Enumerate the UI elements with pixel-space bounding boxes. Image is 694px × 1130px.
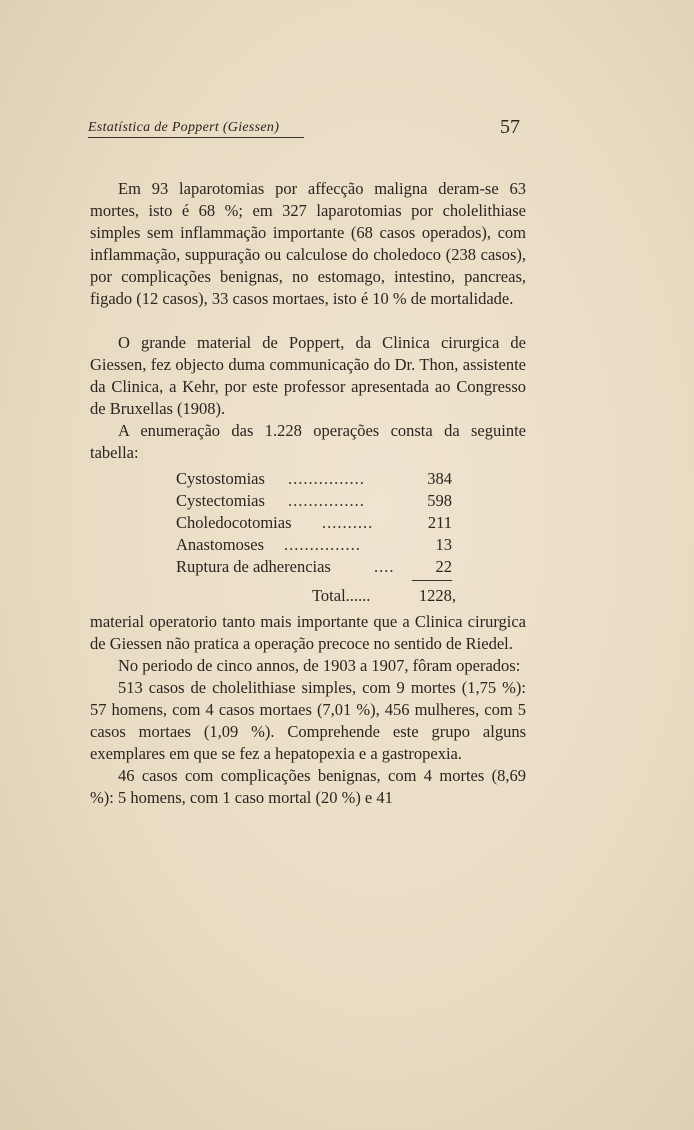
paragraph-1: Em 93 laparotomias por affecção maligna deram-se 63 mortes, isto é 68 %; em 327 laparotomias por cholelithiase simples sem inflammação importante (68 casos operados), com inflammação, suppuração ou calculose do choledoco (238 casos), por complicações benignas, no estomago, intestino, pancreas, figado (12 casos), 33 casos mortaes, isto é 10 % de mortalidade. xyxy=(90,179,526,308)
paragraph-6: 513 casos de cholelithiase simples, com 9 mortes (1,75 %): 57 homens, com 4 casos mortaes (7,01 %), 456 mulheres, com 5 casos mortaes (1,09 %). Comprehende este grupo alguns exemplares em que se fez a hepatopexia e a gastropexia. xyxy=(90,678,526,763)
table-row xyxy=(176,468,452,490)
row-label: Ruptura de adherencias xyxy=(176,557,331,576)
row-label: Cystostomias xyxy=(176,469,265,488)
table-row xyxy=(176,556,452,578)
total-rule xyxy=(412,580,452,581)
total-label: Total...... xyxy=(312,586,371,605)
paragraph-2: O grande material de Poppert, da Clinica cirurgica de Giessen, fez objecto duma communicação do Dr. Thon, assistente da Clinica, a Kehr, por este professor apresentada ao Congresso de Bruxellas (1908). xyxy=(90,333,526,418)
paragraph-5: No periodo de cinco annos, de 1903 a 1907, fôram operados: xyxy=(118,656,521,675)
table-total-row xyxy=(176,585,456,607)
page-body xyxy=(90,178,526,809)
page-header xyxy=(88,118,520,140)
row-value: 211 xyxy=(427,513,452,532)
header-rule xyxy=(88,137,304,138)
paragraph-3: A enumeração das 1.228 operações consta da seguinte tabella: xyxy=(90,421,526,462)
paragraph-7: 46 casos com complicações benignas, com 4 mortes (8,69 %): 5 homens, com 1 caso mortal (20 %) e 41 xyxy=(90,766,526,807)
table-row xyxy=(176,490,452,512)
row-value: 598 xyxy=(427,491,452,510)
row-value: 384 xyxy=(427,469,452,488)
row-value: 22 xyxy=(435,557,452,576)
row-value: 13 xyxy=(435,535,452,554)
row-label: Cystectomias xyxy=(176,491,265,510)
operations-table xyxy=(90,468,526,607)
running-title: Estatística de Poppert (Giessen) xyxy=(88,120,280,135)
leader-dots: .... xyxy=(374,557,395,576)
paragraph-4: material operatorio tanto mais importante que a Clinica cirurgica de Giessen não pratica a operação precoce no sentido de Riedel. xyxy=(90,612,526,653)
row-label: Anastomoses xyxy=(176,535,264,554)
leader-dots: ............... xyxy=(288,469,365,488)
leader-dots: ............... xyxy=(284,535,361,554)
leader-dots: .......... xyxy=(322,513,374,532)
row-label: Choledocotomias xyxy=(176,513,292,532)
table-row xyxy=(176,512,452,534)
table-row xyxy=(176,534,452,556)
leader-dots: ............... xyxy=(288,491,365,510)
total-value: 1228, xyxy=(418,586,456,605)
page-number: 57 xyxy=(500,116,520,138)
